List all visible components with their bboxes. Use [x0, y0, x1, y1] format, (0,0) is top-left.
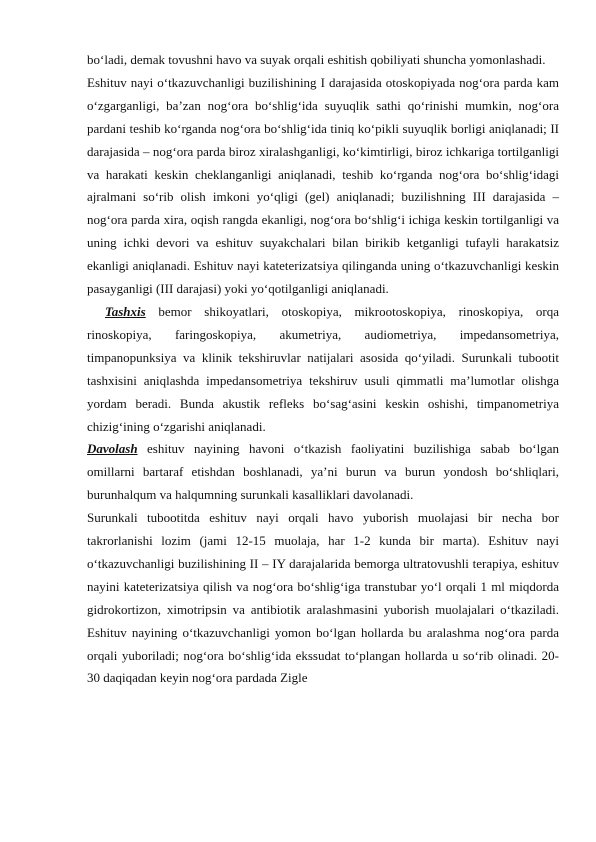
body-text [87, 49, 559, 690]
paragraph-treatment [87, 438, 559, 507]
diagnosis-text: bemor shikoyatlari, otoskopiya, mikrootoskopiya, rinoskopiya, orqa rinoskopiya, faringoskopiya, akumetriya, audiometriya, impedansometriya, timpanopunksiya va klinik tekshiruvlar natijalari asosida qo‘yiladi. Surunkali tubootit tashxisini aniqlashda impedansometriya tekshiruv usuli qimmatli ma’lumotlar olishga yordam beradi. Bunda akustik refleks bo‘sag‘asini keskin oshishi, timpanometriya chizig‘ining o‘zgarishi aniqlanadi. [87, 303, 559, 434]
treatment-text: eshituv nayining havoni o‘tkazish faoliyatini buzilishiga sabab bo‘lgan omillarni bartaraf etishdan boshlanadi, ya’ni burun va burun yondosh bo‘shliqlari, burunhalqum va halqumning surunkali kasalliklari davolanadi. [87, 441, 559, 503]
paragraph-diagnosis [87, 301, 559, 438]
paragraph-continuation: bo‘ladi, demak tovushni havo va suyak orqali eshitish qobiliyati shuncha yomonlashadi. [87, 52, 546, 67]
paragraph-tube-dysfunction-degrees: Eshituv nayi o‘tkazuvchanligi buzilishining I darajasida otoskopiyada nog‘ora parda kam o‘zgarganligi, ba’zan nog‘ora bo‘shlig‘ida suyuqlik sathi qo‘rinishi mumkin, nog‘ora pardani teshib ko‘rganda nog‘ora bo‘shlig‘ida tiniq ko‘pikli suyuqlik borligi aniqlanadi; II darajasida – nog‘ora parda biroz xiralashganligi, ko‘kimtirligi, biroz ichkariga tortilganligi va harakati keskin cheklanganligi aniqlanadi, teshib ko‘rganda nog‘ora bo‘shlig‘idagi ajralmani so‘rib olish imkoni yo‘qligi (gel) aniqlanadi; buzilishning III darajasida – nog‘ora parda xira, oqish rangda ekanligi, nog‘ora bo‘shlig‘i ichiga keskin tortilganligi va uning ichki devori va eshituv suyakchalari bilan birikib ketganligi tufayli harakatsiz ekanligi aniqlanadi. Eshituv nayi kateterizatsiya qilinganda uning o‘tkazuvchanligi keskin pasayganligi (III darajasi) yoki yo‘qotilganligi aniqlanadi. [87, 74, 559, 297]
paragraph-chronic-tubootitis: Surunkali tubootitda eshituv nayi orqali havo yuborish muolajasi bir necha bor takrorlanishi lozim (jami 12-15 muolaja, har 1-2 kunda bir marta). Eshituv nayi o‘tkazuvchanligi buzilishining II – IY darajalarida bemorga ultratovushli terapiya, eshituv nayini kateterizatsiya qilish va nog‘ora bo‘shlig‘iga transtubar yo‘l orqali 1 ml miqdorda gidrokortizon, ximotripsin va antibiotik aralashmasini yuborish muolajalari o‘tkaziladi. Eshituv nayining o‘tkazuvchanligi yomon bo‘lgan hollarda bu aralashma nog‘ora parda orqali yuboriladi; nog‘ora bo‘shlig‘ida ekssudat to‘plangan hollarda u so‘rib olinadi. 20-30 daqiqadan keyin nog‘ora pardada Zigle [87, 510, 559, 686]
treatment-term: Davolash [87, 441, 138, 457]
diagnosis-term: Tashxis [105, 303, 146, 319]
